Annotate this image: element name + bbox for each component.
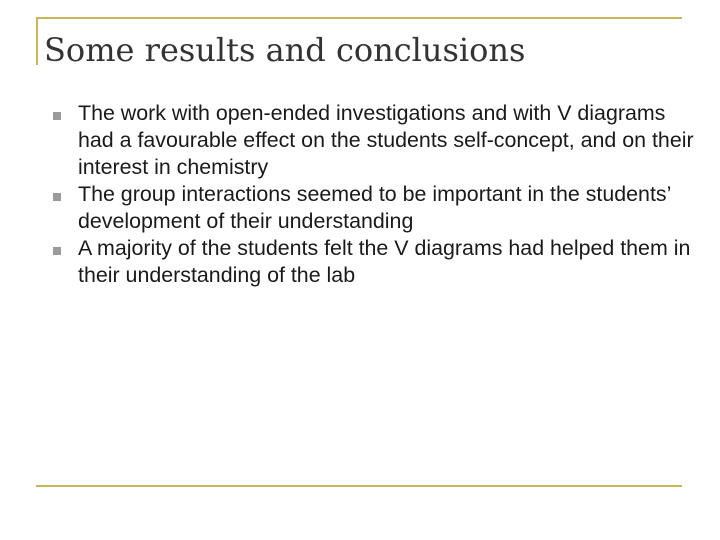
square-bullet-icon (53, 193, 61, 201)
square-bullet-icon (53, 247, 61, 255)
bullet-list (48, 100, 698, 289)
bullet-item-2 (48, 181, 698, 235)
square-bullet-icon (53, 112, 61, 120)
bullet-item-3 (48, 235, 698, 289)
bottom-accent-rule (36, 485, 682, 487)
bullet-text-1: The work with open-ended investigations and with V diagrams had a favourable effect on the students self-concept, and on their interest in chemistry (78, 101, 694, 179)
slide-title: Some results and conclusions (44, 31, 526, 69)
bullet-text-3: A majority of the students felt the V diagrams had helped them in their understanding of the lab (78, 236, 691, 287)
bullet-text-2: The group interactions seemed to be important in the students’ development of their understanding (78, 182, 671, 233)
top-accent-rule (36, 17, 682, 19)
bullet-item-1 (48, 100, 698, 181)
left-accent-rule (36, 17, 38, 65)
